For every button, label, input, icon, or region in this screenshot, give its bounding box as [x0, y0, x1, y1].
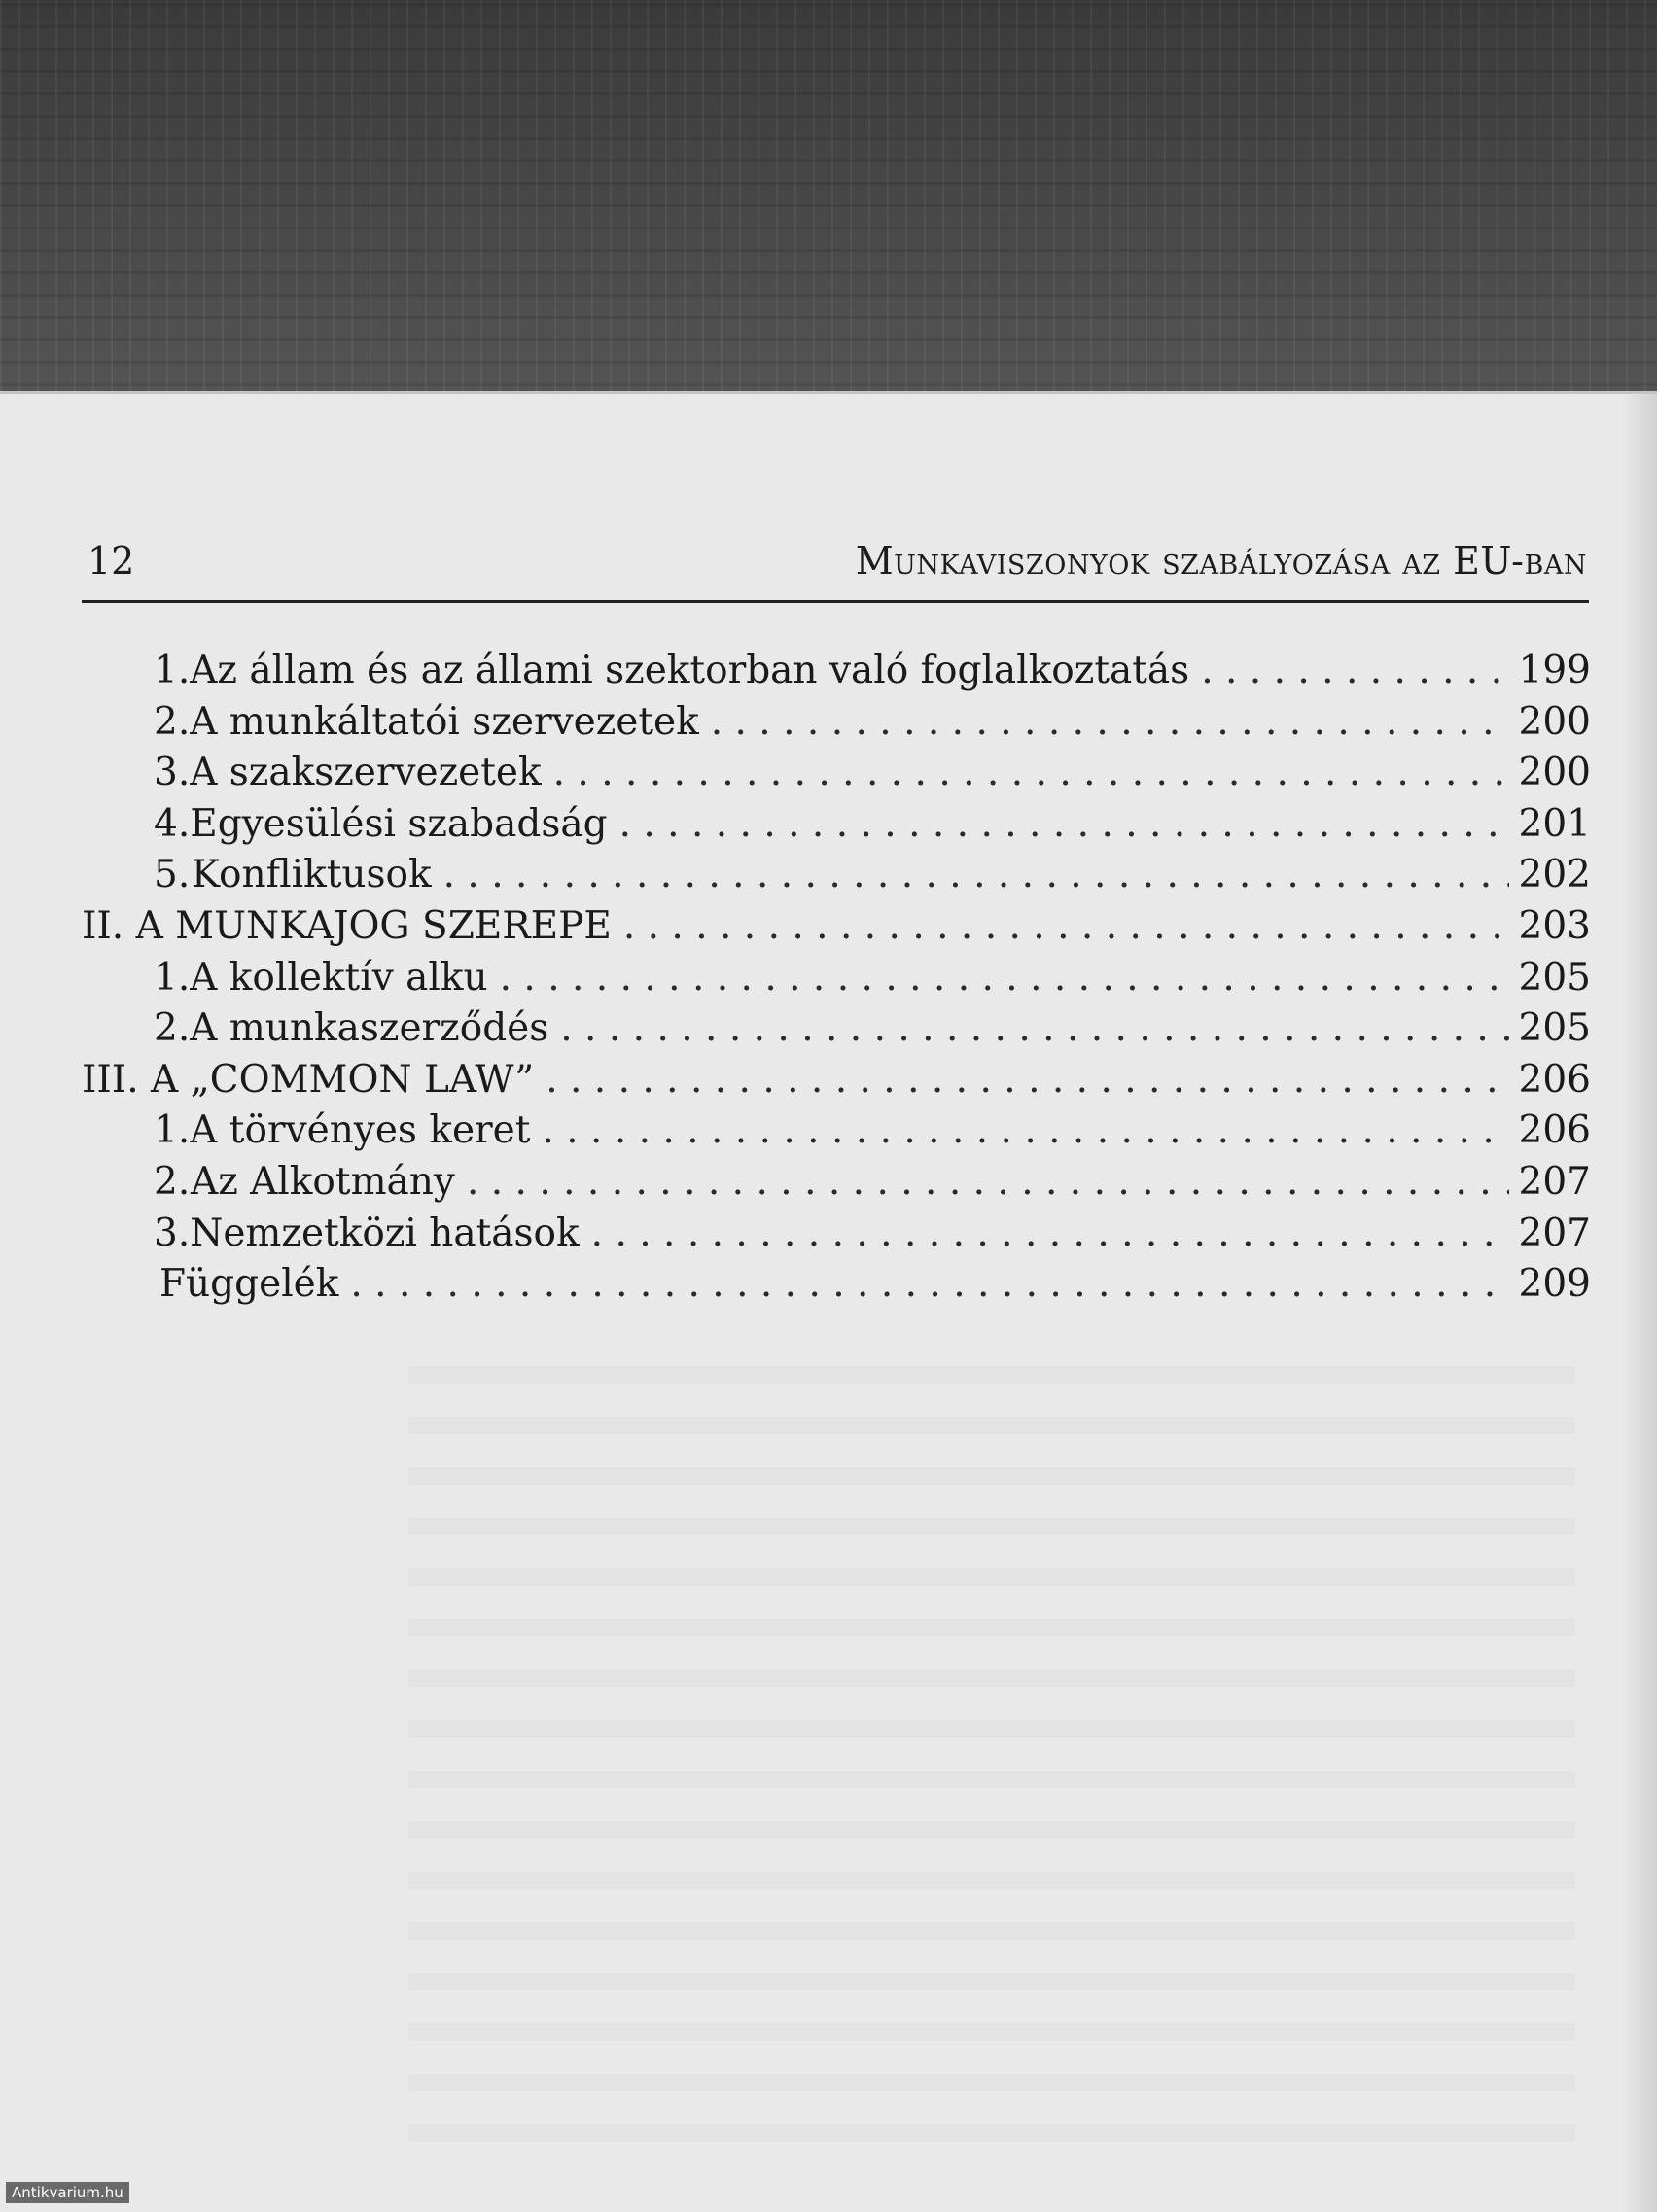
dot-leader [560, 1006, 1508, 1050]
toc-entry-title: II. A MUNKAJOG SZEREPE [82, 903, 612, 948]
toc-entry-number: 3. [154, 751, 191, 795]
toc-entry-title: III. A „COMMON LAW” [82, 1057, 535, 1102]
toc-entry-number: 4. [154, 801, 191, 846]
toc-entry-title: Az Alkotmány [191, 1159, 455, 1204]
toc-entry-title: A törvényes keret [190, 1108, 531, 1153]
toc-entry-title: A kollektív alku [190, 955, 488, 1000]
toc-entry-number: 3. [154, 1211, 191, 1255]
dot-leader [591, 1211, 1509, 1255]
toc-entry-page: 202 [1518, 853, 1591, 897]
show-through-text [408, 1366, 1575, 2144]
toc-entry-title: Az állam és az állami szektorban való foglalkoztatás [190, 649, 1190, 692]
toc-entry-title: Nemzetközi hatások [190, 1211, 580, 1255]
watermark: Antikvarium.hu [6, 2182, 129, 2203]
dot-leader [619, 802, 1509, 846]
toc-entry [82, 1211, 1591, 1263]
toc-entry-page: 200 [1518, 751, 1591, 795]
toc-entry-number: 2. [154, 1006, 191, 1051]
dot-leader [500, 956, 1509, 1000]
toc-entry-title: A szakszervezetek [190, 751, 542, 795]
toc-entry [82, 649, 1591, 700]
toc-entry [82, 1006, 1591, 1058]
header-rule [82, 600, 1589, 603]
toc-entry-title: Konfliktusok [191, 853, 432, 897]
toc-entry-number: 2. [154, 699, 191, 744]
dot-leader [542, 1108, 1508, 1152]
toc-entry [82, 956, 1591, 1007]
toc-entry [82, 802, 1591, 854]
toc-entry-page: 207 [1518, 1211, 1591, 1255]
toc-entry [82, 751, 1591, 802]
dot-leader [546, 1058, 1508, 1102]
background-surface [0, 0, 1657, 408]
toc-entry-page: 201 [1518, 801, 1591, 846]
table-of-contents [82, 649, 1591, 1314]
toc-entry-appendix [82, 1262, 1591, 1314]
toc-entry-page: 200 [1518, 699, 1591, 744]
toc-entry-title: Egyesülési szabadság [190, 801, 608, 846]
toc-entry-page: 206 [1518, 1057, 1591, 1102]
running-title: Munkaviszonyok szabályozása az EU-ban [855, 540, 1587, 582]
toc-entry [82, 700, 1591, 752]
toc-entry-page: 206 [1518, 1108, 1591, 1153]
toc-entry-page: 209 [1518, 1262, 1591, 1307]
toc-entry-number: 1. [154, 649, 191, 692]
page-shadow [1622, 394, 1657, 2212]
toc-entry-page: 199 [1518, 649, 1591, 692]
toc-section-heading [82, 1058, 1591, 1109]
dot-leader [467, 1160, 1509, 1204]
toc-entry-number: 5. [154, 853, 191, 897]
toc-entry-number: 2. [154, 1159, 191, 1204]
toc-entry-page: 205 [1518, 1006, 1591, 1051]
toc-entry-page: 207 [1518, 1159, 1591, 1204]
dot-leader [443, 853, 1509, 896]
toc-entry [82, 853, 1591, 904]
dot-leader [350, 1262, 1508, 1306]
page-number: 12 [88, 540, 135, 582]
dot-leader [623, 904, 1509, 948]
toc-entry-title: Függelék [159, 1262, 339, 1307]
toc-section-heading [82, 904, 1591, 956]
dot-leader [711, 700, 1509, 744]
toc-entry-number: 1. [154, 1108, 191, 1153]
toc-entry-number: 1. [154, 955, 191, 1000]
dot-leader [553, 751, 1509, 794]
book-page [0, 391, 1657, 2212]
toc-entry-page: 205 [1518, 955, 1591, 1000]
toc-entry-page: 203 [1518, 903, 1591, 948]
dot-leader [1201, 649, 1508, 692]
toc-entry-title: A munkaszerződés [190, 1006, 549, 1051]
toc-entry [82, 1160, 1591, 1211]
toc-entry [82, 1108, 1591, 1160]
toc-entry-title: A munkáltatói szervezetek [190, 699, 699, 744]
